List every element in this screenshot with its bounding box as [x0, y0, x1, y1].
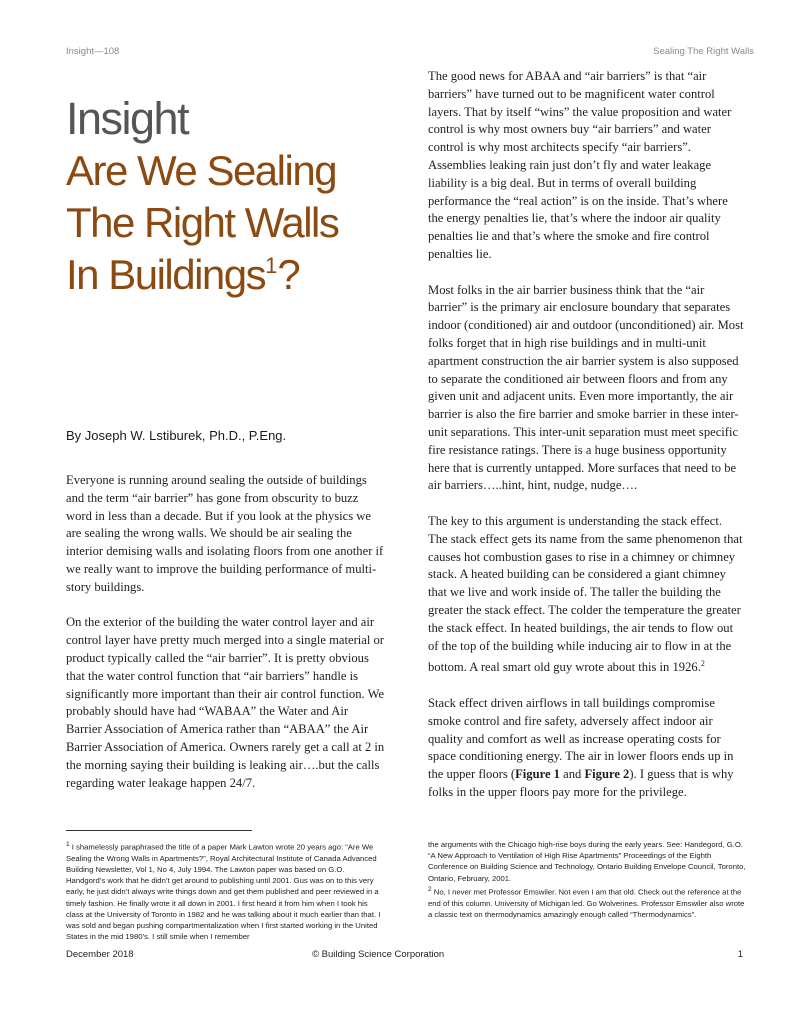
page-number: 1: [737, 949, 743, 960]
footnote-divider: [66, 830, 252, 831]
footnote-number: 2: [428, 885, 432, 893]
paragraph: [428, 695, 744, 802]
figure-1-ref: Figure 1: [515, 767, 560, 782]
body-column-right: [428, 68, 744, 820]
series-kicker: Insight: [66, 93, 189, 144]
footnote-2: [428, 884, 746, 920]
title-footnote-marker: 1: [265, 253, 278, 278]
paragraph: On the exterior of the building the water control layer and air control layer have pretty much merged into a single material or product typically called the “air barrier”. It is pretty obvious that the water control function that “air barriers” handle is significantly more important than their air control function. We probably should have had “WABAA” the Water and Air Barrier Association of America rather than “ABAA” the Air Barrier Association of America. Owners rarely get a call at 2 in the morning saying their building is leaking air….but the calls regarding water leakage happen 24/7.: [66, 615, 385, 790]
footnote-1-continued: the arguments with the Chicago high-rise boys during the early years. See: Handegord, G.O. “A New Approach to Ventilation of High Rise Apartments” Proceedings of the Eighth Conference on Building Science and Technology, Ontario Building Envelope Council, Toronto, Ontario, February, 2001.: [428, 840, 746, 883]
body-column-left: [66, 472, 386, 810]
footnote-number: 1: [66, 841, 70, 848]
footer-date: December 2018: [66, 949, 134, 960]
title-question-mark: ?: [277, 251, 300, 298]
title-line-3: [66, 249, 416, 301]
title-line-1: Are We Sealing: [66, 147, 337, 194]
title-line-2: The Right Walls: [66, 199, 339, 246]
author-byline: By Joseph W. Lstiburek, Ph.D., P.Eng.: [66, 428, 287, 443]
running-header-left: Insight—108: [66, 46, 120, 57]
footnote-1: [66, 839, 384, 942]
paragraph-text: The key to this argument is understanding the stack effect. The stack effect gets its name from the same phenomenon that causes hot combustion gases to rise in a chimney or chimney stack. A heated building can be considered a giant chimney that we live and work inside of. The taller the building the greater the stack effect. The colder the temperature the greater the stack effect. In heated buildings, the air tends to flow out of the top of the building while inducing air to flow in at the bottom. A real smart old guy wrote about this in 1926.: [428, 513, 743, 675]
footnote-ref-2: 2: [700, 659, 705, 669]
paragraph-text: ). I guess that is why folks in the upper floors pay more for the privilege.: [428, 767, 734, 800]
paragraph: Everyone is running around sealing the outside of buildings and the term “air barrier” has gone from obscurity to buzz word in less than a decade. But if you look at the physics we are sealing the wrong walls. We should be air sealing the interior demising walls and isolating floors from one another if we really want to improve the building performance of multi-story buildings.: [66, 473, 384, 594]
paragraph: Most folks in the air barrier business think that the “air barrier” is the primary air enclosure boundary that separates indoor (conditioned) air and outdoor (unconditioned) air. Most folks forget that in high rise buildings and in multi-unit apartment construction the air barrier system is also supposed to separate the conditioned air between floors and from any given unit and adjacent units. Even more importantly, the air barrier is also the fire barrier and smoke barrier in these inter-unit separations. This inter-unit separation must meet specific fire resistance ratings. There is a huge business opportunity here that is currently untapped. More surfaces that need to be air barriers…..hint, hint, nudge, nudge….: [428, 282, 744, 493]
footnote-text: I shamelessly paraphrased the title of a paper Mark Lawton wrote 20 years ago: “Are We Sealing the Wrong Walls in Apartments?”, Royal Architectural Institute of Canada Advanced Building Newsletter, Vol 1, No 4, July 1994. The Lawton paper was based on G.O. Handgord’s work that he didn’t get around to publishing until 2001. Gus was on to this very early, he just didn’t always write things down and get them published and peer reviewed in a timely fashion. He finally wrote it all down in 2001. I first heard it from him when I took his class at the University of Toronto in 1982 and he was talking about it much earlier than that. I was sold and began pushing compartmentalization when I first started working in the United States in the mid 1980’s. I still smile when I remember: [66, 842, 381, 942]
paragraph: [428, 513, 744, 677]
footnote-text: No, I never met Professor Emswiler. Not even I am that old. Check out the reference at the end of this column. University of Michigan led. Go Wolverines. Professor Emswiler also wrote a classic text on thermodynamics amazingly enough called “Thermodynamics”.: [428, 887, 745, 919]
footnotes-right: [428, 839, 746, 920]
paragraph: The good news for ABAA and “air barriers” is that “air barriers” have turned out to be magnificent water control layers. That by itself “wins” the value proposition and water control is why most owners buy “air barriers” and water control is why most architects specify “air barriers”. Assemblies leaking rain just don’t fly and water leakage liability is a big deal. But in terms of overall building performance the “real action” is on the inside. That’s where the energy penalties lie, that’s where the indoor air quality penalties lie and that’s where the smoke and fire control penalties lie.: [428, 69, 732, 261]
running-header-right: Sealing The Right Walls: [653, 46, 754, 57]
paragraph-text: and: [559, 767, 585, 782]
title-block: [66, 93, 416, 301]
title-line-3-text: In Buildings: [66, 251, 266, 298]
paragraph-text: Stack effect driven airflows in tall buildings compromise smoke control and fire safety, adversely affect indoor air quality and comfort as well as increase operating costs for space conditioning energy. The air in lower floors ends up in the upper floors (: [428, 696, 734, 782]
footer-copyright: © Building Science Corporation: [312, 949, 445, 960]
figure-2-ref: Figure 2: [584, 767, 630, 782]
